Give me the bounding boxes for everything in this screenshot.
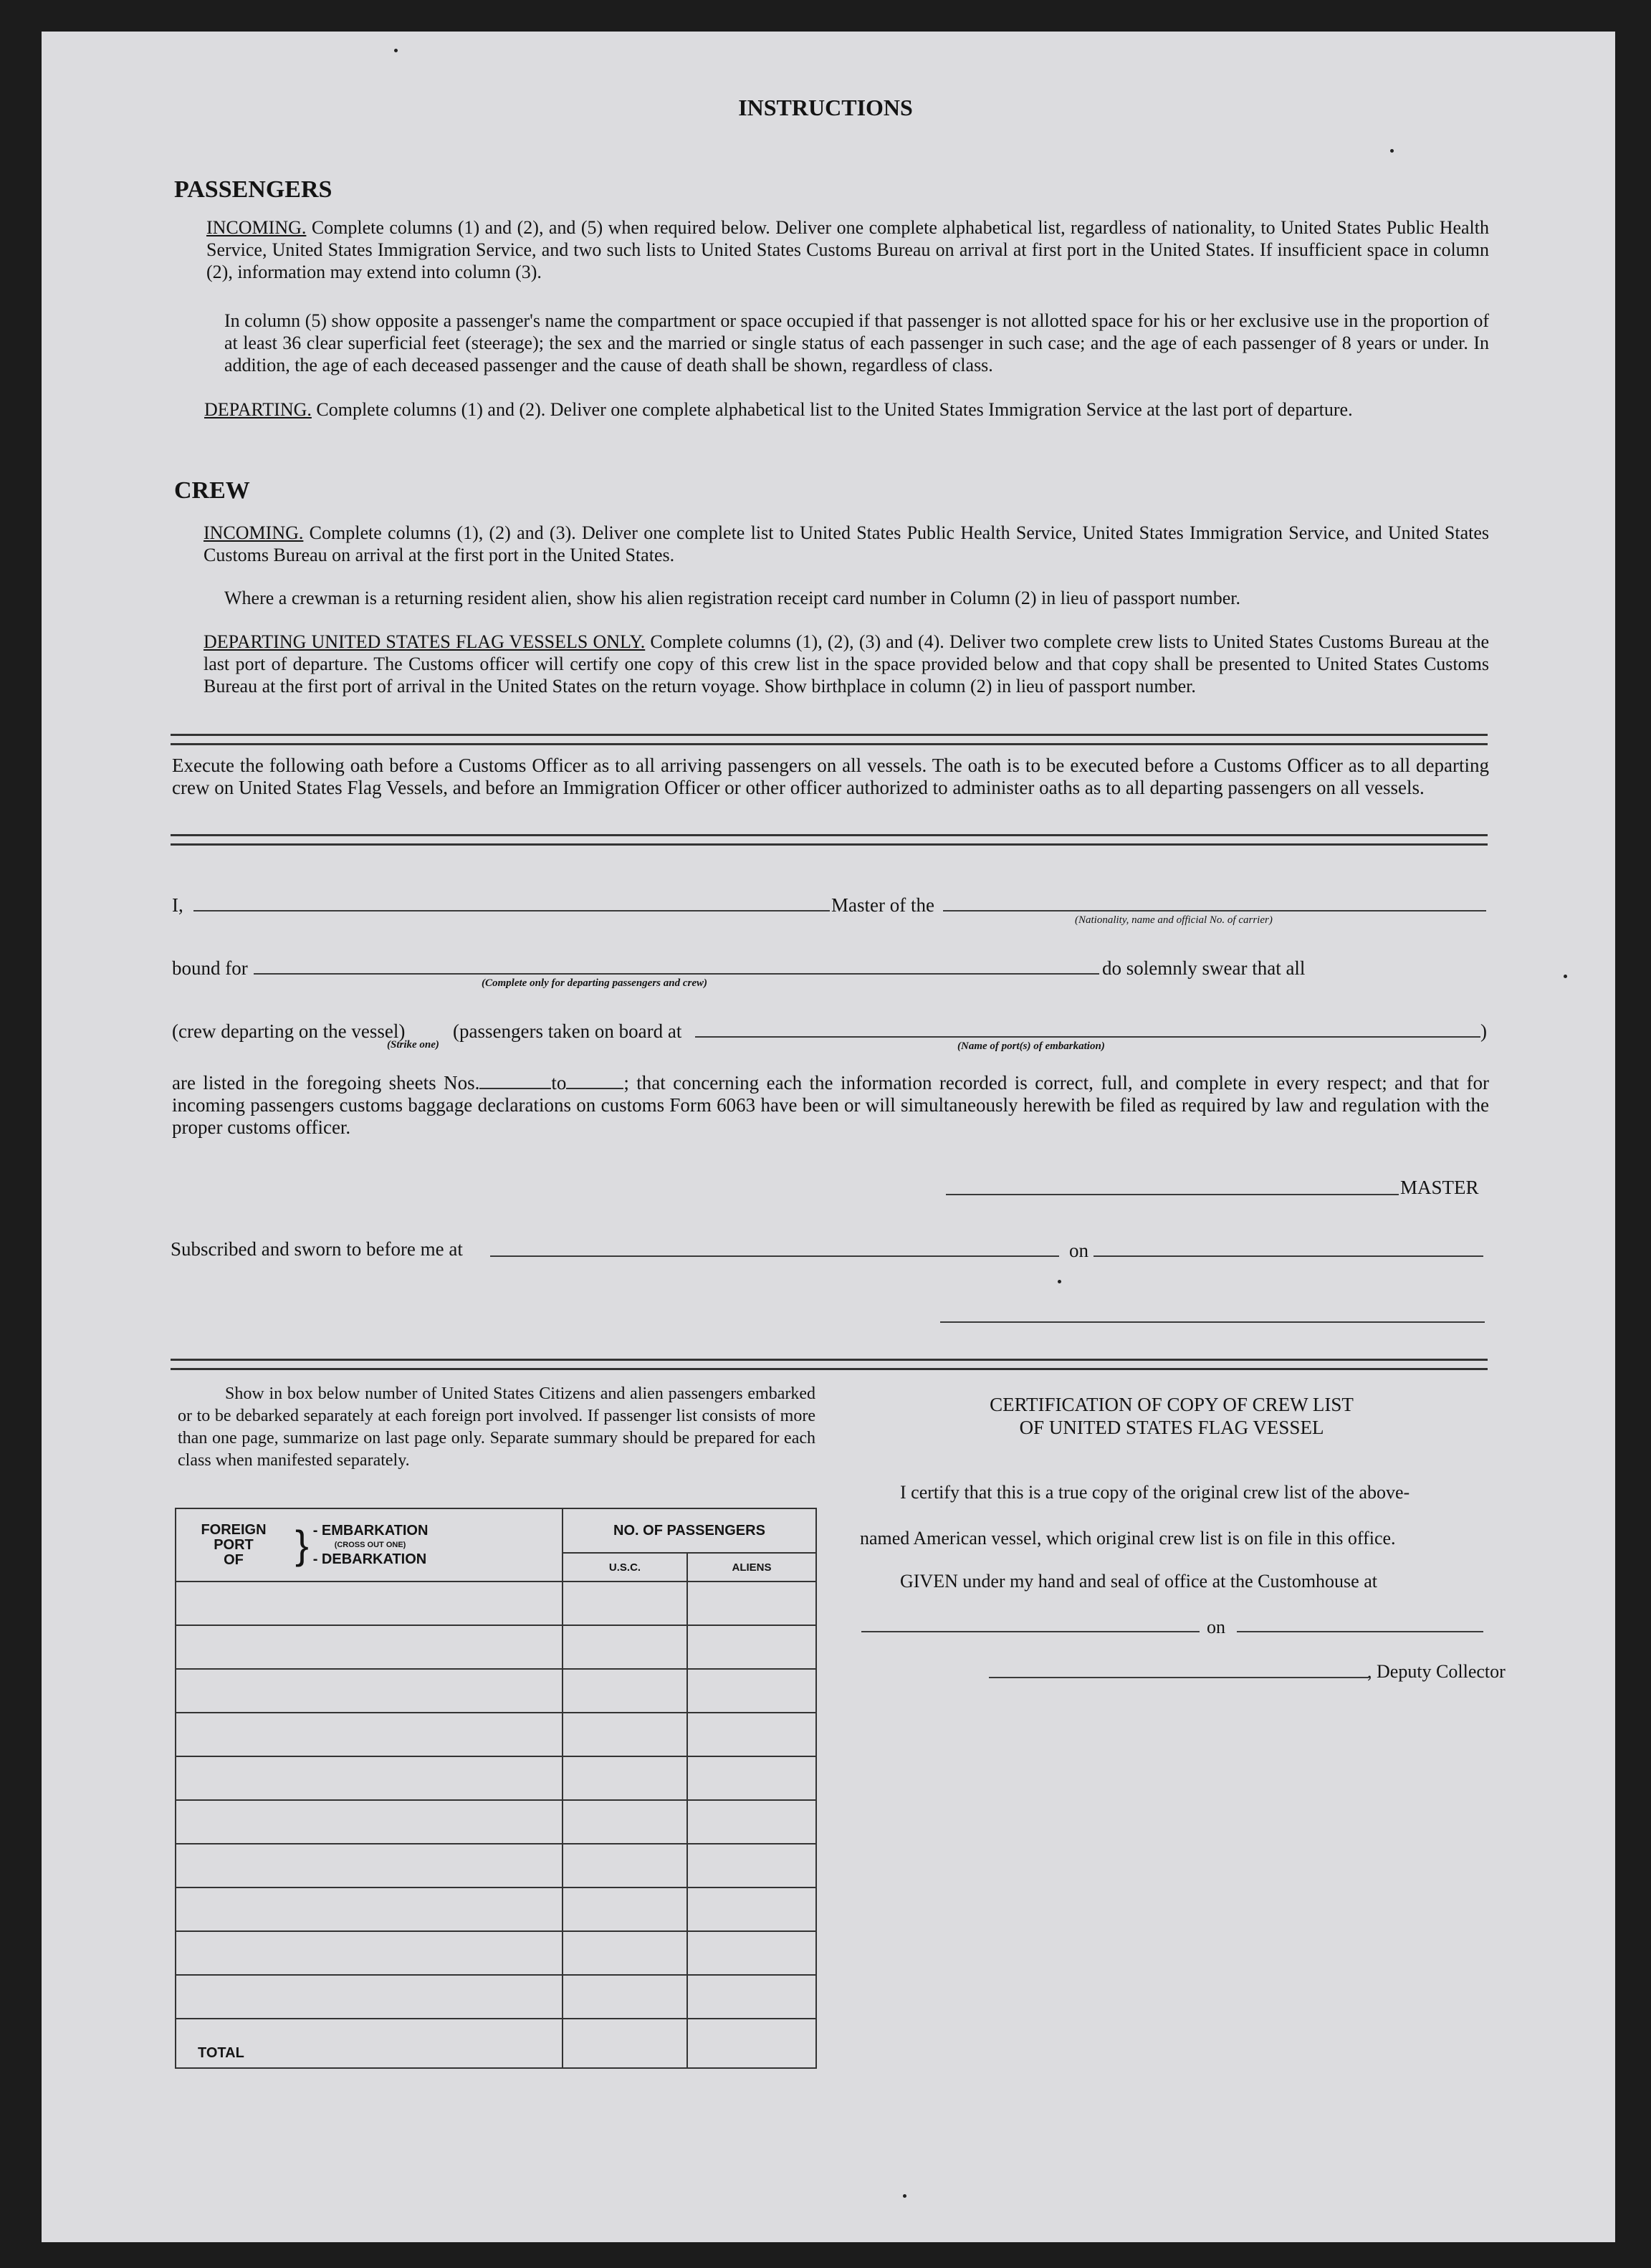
certification-date-field[interactable] (1237, 1631, 1483, 1632)
usc-cell[interactable] (563, 1887, 687, 1931)
no-passengers-header: NO. OF PASSENGERS (563, 1508, 816, 1553)
crew-departing-option[interactable]: (crew departing on the vessel) (172, 1020, 406, 1042)
master-of-label: Master of the (831, 894, 934, 916)
aliens-cell[interactable] (687, 1975, 816, 2019)
usc-cell[interactable] (563, 1844, 687, 1887)
usc-header: U.S.C. (563, 1553, 687, 1582)
summary-instruction: Show in box below number of United States Citizens and alien passengers embarked or to be debarked separately at each foreign port involved. If passenger list consists of more than one page, summarize on last page only. Separate summary should be prepared for each class when manifested separately. (178, 1384, 815, 1470)
certification-heading-line: OF UNITED STATES FLAG VESSEL (1019, 1417, 1324, 1438)
aliens-cell[interactable] (687, 1800, 816, 1844)
crew-incoming-text: Complete columns (1), (2) and (3). Deliver one complete list to United States Public Health Service, United States Immigration Service, and United States Customs Bureau on arrival at the first port in the United States. (204, 522, 1489, 565)
oath-instruction: Execute the following oath before a Customs Officer as to all arriving passengers on all vessels. The oath is to be executed before a Customs Officer as to all departing crew on United States Flag Vessels, and before an Immigration Officer or other officer authorized to administer oaths as to all departing passengers on all vessels. (172, 755, 1489, 798)
swear-label: do solemnly swear that all (1102, 957, 1306, 979)
sheets-to-label: to (551, 1072, 567, 1094)
double-rule (171, 734, 1488, 745)
usc-cell[interactable] (563, 1669, 687, 1713)
master-name-field[interactable] (193, 910, 830, 911)
usc-total-cell[interactable] (563, 2019, 687, 2068)
passengers-departing-paragraph (204, 398, 1489, 421)
scan-speck (903, 2194, 906, 2198)
port-cell[interactable] (176, 1887, 563, 1931)
usc-cell[interactable] (563, 1713, 687, 1756)
port-header-line: FOREIGN (201, 1521, 267, 1538)
sworn-on-label: on (1069, 1240, 1088, 1261)
port-cell[interactable] (176, 1975, 563, 2019)
passengers-taken-option[interactable]: (passengers taken on board at (453, 1020, 682, 1042)
sheets-prefix: are listed in the foregoing sheets Nos. (172, 1072, 480, 1094)
crew-incoming-paragraph (204, 522, 1489, 566)
cross-out-caption: (CROSS OUT ONE) (334, 1541, 406, 1549)
usc-cell[interactable] (563, 1625, 687, 1669)
port-cell[interactable] (176, 1669, 563, 1713)
bound-for-field[interactable] (254, 973, 1099, 975)
crew-departing-label: DEPARTING UNITED STATES FLAG VESSELS ONLY. (204, 631, 646, 652)
passengers-incoming-paragraph (206, 216, 1489, 283)
sheets-suffix: ; that concerning each the information recorded is correct, full, and complete in every respect; and that for incoming passengers customs baggage declarations on customs Form 6063 have been or will simultaneously herewith be filed as required by law and regulation with the proper customs officer. (172, 1072, 1489, 1138)
port-cell[interactable] (176, 1713, 563, 1756)
crew-departing-paragraph (204, 631, 1489, 697)
scan-speck (394, 49, 398, 52)
deputy-collector-label: , Deputy Collector (1367, 1661, 1506, 1682)
sheets-paragraph (172, 1072, 1489, 1139)
aliens-cell[interactable] (687, 1931, 816, 1975)
crew-heading: CREW (174, 477, 250, 504)
bound-for-label: bound for (172, 957, 248, 979)
total-label: TOTAL (176, 2019, 563, 2068)
double-rule (171, 1359, 1488, 1370)
customhouse-field[interactable] (861, 1631, 1200, 1632)
port-header-line: PORT (214, 1536, 254, 1553)
brace-icon: } (295, 1522, 309, 1567)
sworn-place-field[interactable] (490, 1255, 1059, 1257)
certification-heading (860, 1393, 1483, 1439)
crew-alien-paragraph: Where a crewman is a returning resident alien, show his alien registration receipt card number in Column (2) in lieu of passport number. (224, 588, 1241, 608)
port-cell[interactable] (176, 1931, 563, 1975)
usc-cell[interactable] (563, 1756, 687, 1800)
port-header-cell (176, 1508, 563, 1582)
passengers-heading: PASSENGERS (174, 176, 332, 203)
officer-signature-field[interactable] (940, 1321, 1485, 1323)
passengers-incoming-label: INCOMING. (206, 217, 307, 238)
master-signature-field[interactable] (946, 1194, 1399, 1195)
debarkation-option[interactable]: - DEBARKATION (312, 1551, 427, 1567)
crew-incoming-label: INCOMING. (204, 522, 304, 543)
port-cell[interactable] (176, 1625, 563, 1669)
port-caption: (Name of port(s) of embarkation) (957, 1040, 1105, 1052)
aliens-cell[interactable] (687, 1756, 816, 1800)
aliens-cell[interactable] (687, 1669, 816, 1713)
port-cell[interactable] (176, 1800, 563, 1844)
passenger-summary-table (175, 1508, 817, 2069)
nationality-caption: (Nationality, name and official No. of carrier) (1075, 914, 1273, 926)
sheets-from-field[interactable] (479, 1088, 551, 1089)
deputy-signature-field[interactable] (989, 1677, 1369, 1678)
aliens-cell[interactable] (687, 1844, 816, 1887)
passengers-departing-label: DEPARTING. (204, 399, 312, 420)
aliens-total-cell[interactable] (687, 2019, 816, 2068)
carrier-field[interactable] (943, 910, 1486, 911)
port-header-line: OF (224, 1551, 244, 1568)
master-label: MASTER (1400, 1177, 1479, 1198)
port-cell[interactable] (176, 1582, 563, 1625)
port-cell[interactable] (176, 1756, 563, 1800)
usc-cell[interactable] (563, 1800, 687, 1844)
passengers-column5-paragraph: In column (5) show opposite a passenger's name the compartment or space occupied if that passenger is not allotted space for his or her exclusive use in the proportion of at least 36 clear superficial feet (steerage); the sex and the married or single status of each passenger in such case; and the age of each passenger of 8 years or under. In addition, the age of each deceased passenger and the cause of death shall be shown, regardless of class. (224, 310, 1489, 375)
usc-cell[interactable] (563, 1931, 687, 1975)
embarkation-option[interactable]: - EMBARKATION (312, 1523, 429, 1539)
aliens-cell[interactable] (687, 1625, 816, 1669)
passengers-departing-text: Complete columns (1) and (2). Deliver one complete alphabetical list to the United States Immigration Service at the last port of departure. (316, 399, 1353, 420)
close-paren: ) (1480, 1020, 1487, 1042)
passengers-incoming-text: Complete columns (1) and (2), and (5) when required below. Deliver one complete alphabetical list, regardless of nationality, to United States Public Health Service, United States Immigration Service, and two such lists to United States Customs Bureau on arrival at first port in the United States. If insufficient space in column (2), information may extend into column (3). (206, 217, 1489, 282)
aliens-cell[interactable] (687, 1887, 816, 1931)
complete-only-caption: (Complete only for departing passengers and crew) (482, 977, 707, 989)
given-text: GIVEN under my hand and seal of office at the Customhouse at (900, 1571, 1377, 1592)
scan-speck (1564, 975, 1567, 978)
certification-text-line1: I certify that this is a true copy of the original crew list of the above- (900, 1482, 1410, 1503)
certification-text-line2: named American vessel, which original crew list is on file in this office. (860, 1528, 1396, 1549)
double-rule (171, 834, 1488, 846)
aliens-header: ALIENS (687, 1553, 816, 1582)
usc-cell[interactable] (563, 1975, 687, 2019)
scan-speck (1390, 149, 1394, 153)
port-cell[interactable] (176, 1844, 563, 1887)
usc-cell[interactable] (563, 1582, 687, 1625)
subscribed-label: Subscribed and sworn to before me at (171, 1238, 463, 1260)
sheets-to-field[interactable] (566, 1088, 623, 1089)
oath-i-label: I, (172, 894, 183, 916)
sworn-date-field[interactable] (1094, 1255, 1483, 1257)
certification-on-label: on (1207, 1617, 1225, 1637)
aliens-cell[interactable] (687, 1713, 816, 1756)
scan-speck (1058, 1280, 1061, 1283)
strike-one-caption: (Strike one) (387, 1039, 439, 1051)
page-title: INSTRUCTIONS (738, 95, 913, 120)
certification-heading-line: CERTIFICATION OF COPY OF CREW LIST (990, 1394, 1354, 1415)
crew-departing-text: Complete columns (1), (2), (3) and (4). Deliver two complete crew lists to United States Customs Bureau at the last port of departure. The Customs officer will certify one copy of this crew list in the space provided below and that copy shall be presented to United States Customs Bureau at the first port of arrival in the United States on the return voyage. Show birthplace in column (2) in lieu of passport number. (204, 631, 1490, 697)
embarkation-port-field[interactable] (695, 1036, 1480, 1038)
aliens-cell[interactable] (687, 1582, 816, 1625)
